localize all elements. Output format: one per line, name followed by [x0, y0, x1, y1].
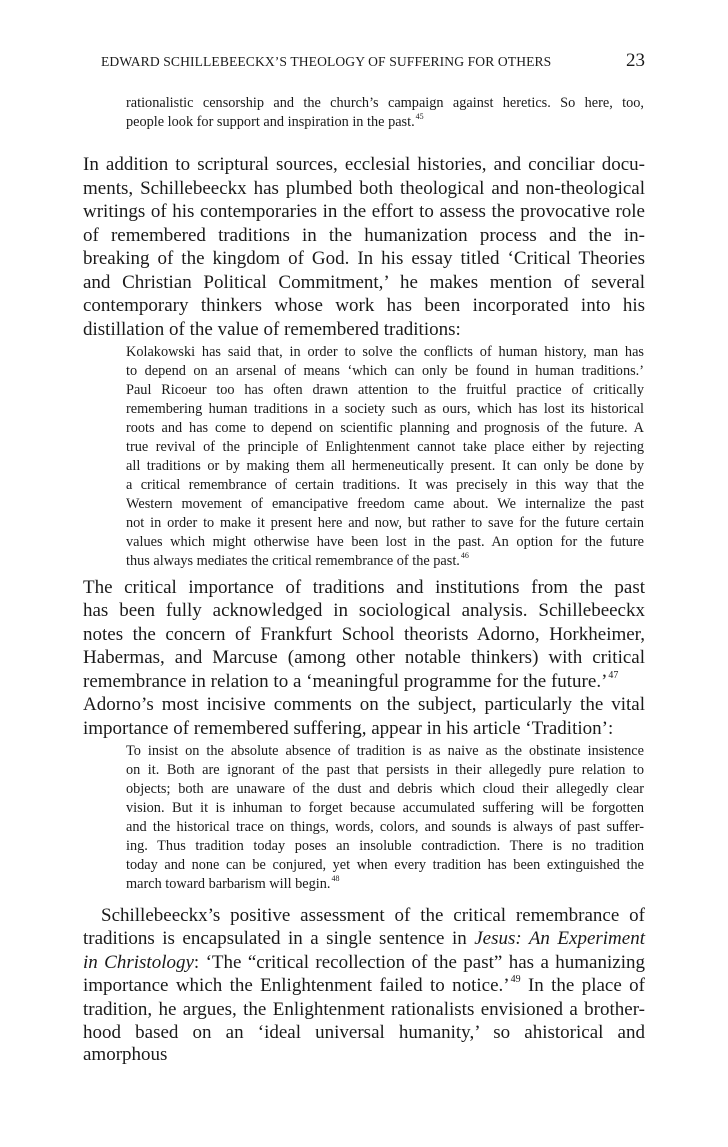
page-number: 23 — [626, 50, 645, 71]
quote-line: not in order to make it present here and now, but rather to save for the future certain — [126, 515, 644, 531]
quote-line: thus always mediates the critical remembrance of the past.$^{46}$ — [126, 551, 469, 569]
quote-line: To insist on the absolute absence of tradition is as naive as the obstinate insistence — [126, 743, 644, 759]
quote-line: to depend on an arsenal of means ‘which can only be found in human traditions.’ — [126, 363, 644, 379]
quote-line: march toward barbarism will begin.$^{48}$ — [126, 874, 340, 892]
body-line: has been fully acknowledged in sociological analysis. Schillebeeckx — [83, 600, 645, 621]
body-line: importance of remembered suffering, appear in his article ‘Tradition’: — [83, 718, 614, 739]
body-line: In addition to scriptural sources, ecclesial histories, and conciliar docu- — [83, 154, 645, 175]
body-line: The critical importance of traditions and institutions from the past — [83, 577, 645, 598]
quote-line: a critical remembrance of certain traditions. It was precisely in this way that the — [126, 477, 644, 493]
body-line: writings of his contemporaries in the effort to assess the provocative role — [83, 201, 645, 222]
body-line: remembrance in relation to a ‘meaningful programme for the future.’$^{47}$ — [83, 670, 619, 692]
body-line: and Christian Political Commitment,’ he makes mention of several — [83, 272, 645, 293]
body-line: ments, Schillebeeckx has plumbed both theological and non-theological — [83, 178, 645, 199]
quote-top-line: rationalistic censorship and the church’s campaign against heretics. So here, too, — [126, 95, 644, 111]
body-line: notes the concern of Frankfurt School theorists Adorno, Horkheimer, — [83, 624, 645, 645]
quote-line: today and none can be conjured, yet when every tradition has been extinguished the — [126, 857, 644, 873]
book-title-italic: Jesus: An Experiment — [474, 928, 645, 949]
book-title-italic: in Christology — [83, 952, 194, 973]
quote-line: on it. Both are ignorant of the past that persists in their allegedly pure relation to — [126, 762, 644, 778]
body-line: in Christology: ‘The “critical recollection of the past” has a humanizing — [83, 952, 645, 973]
quote-line: ing. Thus tradition today poses an insoluble contradiction. There is no tradition — [126, 838, 644, 854]
quote-line: remembering human traditions in a society such as ours, which has lost its historical — [126, 401, 644, 417]
quote-line: true revival of the principle of Enlightenment cannot take place either by rejecting — [126, 439, 644, 455]
quote-line: all traditions or by making them all hermeneutically present. It can only be done by — [126, 458, 644, 474]
body-line: contemporary thinkers whose work has been incorporated into his — [83, 295, 645, 316]
body-line: Adorno’s most incisive comments on the subject, particularly the vital — [83, 694, 645, 715]
footnote-ref-45: 45 — [415, 112, 424, 121]
footnote-ref-47: 47 — [608, 670, 619, 681]
footnote-ref-46: 46 — [460, 551, 469, 560]
body-line: traditions is encapsulated in a single sentence in Jesus: An Experiment — [83, 928, 645, 949]
quote-line: Kolakowski has said that, in order to solve the conflicts of human history, man has — [126, 344, 644, 360]
body-line: breaking of the kingdom of God. In his essay titled ‘Critical Theories — [83, 248, 645, 269]
running-head — [101, 50, 645, 74]
quote-line: and the historical trace on things, words, colors, and sounds is always of past suffer- — [126, 819, 644, 835]
body-line: distillation of the value of remembered traditions: — [83, 319, 461, 340]
body-line: Habermas, and Marcuse (among other notable thinkers) with critical — [83, 647, 645, 668]
quote-line: Paul Ricoeur too has often drawn attention to the fruitful practice of critically — [126, 382, 644, 398]
quote-line: vision. But it is inhuman to forget because accumulated suffering will be forgotten — [126, 800, 644, 816]
footnote-ref-48: 48 — [331, 874, 340, 883]
body-line: hood based on an ‘ideal universal humanity,’ so ahistorical and amorphous — [83, 1022, 645, 1065]
body-line: of remembered traditions in the humanization process and the in- — [83, 225, 645, 246]
quote-line: objects; both are unaware of the dust and debris which cloud their allegedly clear — [126, 781, 644, 797]
body-line: Schillebeeckx’s positive assessment of the critical remembrance of — [101, 905, 645, 926]
quote-line: values which might otherwise have been lost in the past. An option for the future — [126, 534, 644, 550]
quote-line: roots and has come to depend on scientific planning and prognosis of the future. A — [126, 420, 644, 436]
footnote-ref-49: 49 — [510, 974, 521, 985]
quote-line: Western movement of emancipative freedom came about. We internalize the past — [126, 496, 644, 512]
body-line: tradition, he argues, the Enlightenment rationalists envisioned a brother- — [83, 999, 645, 1020]
quote-top-line: people look for support and inspiration in the past.$^{45}$ — [126, 112, 424, 130]
body-line: importance which the Enlightenment failed to notice.’$^{49}$ In the place of — [83, 974, 645, 996]
running-title: EDWARD SCHILLEBEECKX’S THEOLOGY OF SUFFERING FOR OTHERS — [101, 54, 552, 69]
